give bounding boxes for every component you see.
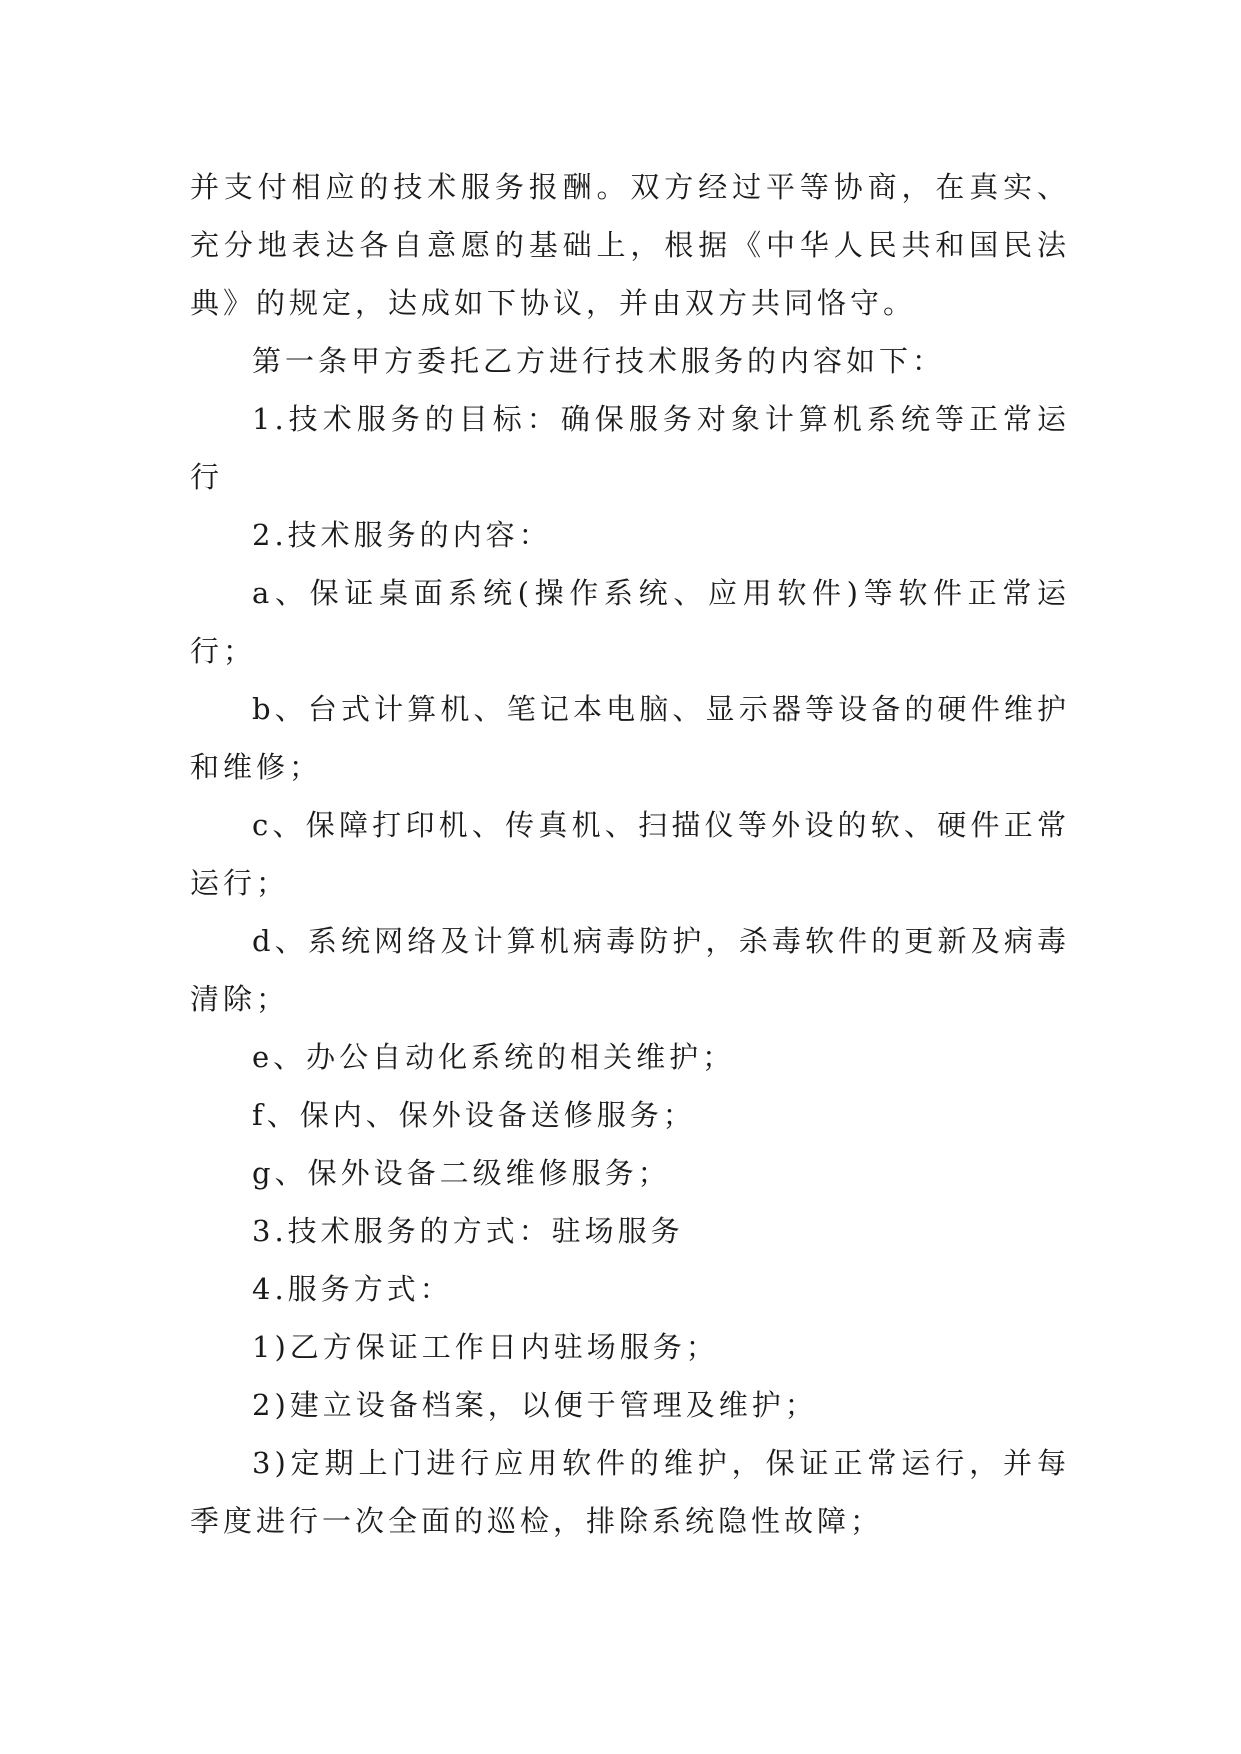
paragraph-article-1-heading: 第一条甲方委托乙方进行技术服务的内容如下：	[252, 344, 946, 378]
list-item-a: a、保证桌面系统(操作系统、应用软件)等软件正常运行；	[190, 576, 1070, 668]
paragraph-service-mode: 3.技术服务的方式：驻场服务	[252, 1214, 684, 1248]
paragraph-service-content-heading: 2.技术服务的内容：	[252, 518, 552, 552]
list-item-e: e、办公自动化系统的相关维护；	[252, 1040, 736, 1074]
paragraph-service-method-heading: 4.服务方式：	[252, 1272, 453, 1306]
document-body	[190, 158, 1070, 1550]
list-item-3: 3)定期上门进行应用软件的维护，保证正常运行，并每季度进行一次全面的巡检，排除系统隐性故障；	[190, 1446, 1070, 1538]
list-item-1: 1)乙方保证工作日内驻场服务；	[252, 1330, 719, 1364]
paragraph-preamble-continuation: 并支付相应的技术服务报酬。双方经过平等协商，在真实、充分地表达各自意愿的基础上，根据《中华人民共和国民法典》的规定，达成如下协议，并由双方共同恪守。	[190, 170, 1070, 320]
paragraph-service-goal: 1.技术服务的目标：确保服务对象计算机系统等正常运行	[190, 402, 1070, 494]
list-item-g: g、保外设备二级维修服务；	[252, 1156, 671, 1190]
list-item-2: 2)建立设备档案，以便于管理及维护；	[252, 1388, 818, 1422]
list-item-b: b、台式计算机、笔记本电脑、显示器等设备的硬件维护和维修；	[190, 692, 1070, 784]
list-item-c: c、保障打印机、传真机、扫描仪等外设的软、硬件正常运行；	[190, 808, 1070, 900]
list-item-f: f、保内、保外设备送修服务；	[252, 1098, 696, 1132]
list-item-d: d、系统网络及计算机病毒防护，杀毒软件的更新及病毒清除；	[190, 924, 1070, 1016]
